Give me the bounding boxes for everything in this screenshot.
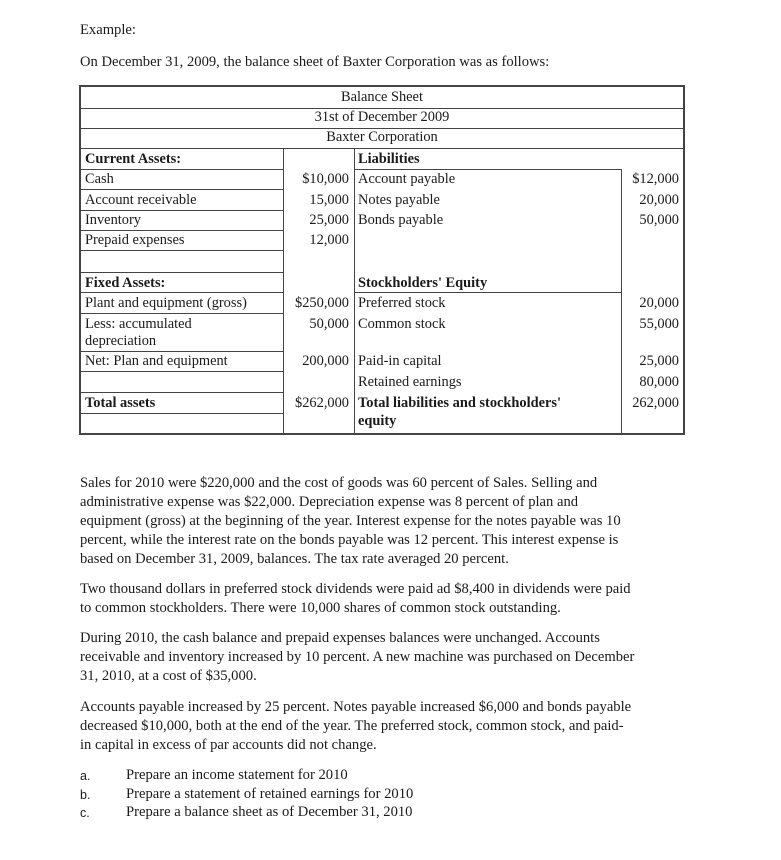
account-payable-label: Account payable [358, 171, 456, 187]
paragraph-line: in capital in excess of par accounts did not change. [80, 737, 377, 753]
receivable-label: Account receivable [85, 192, 197, 208]
paragraph-line: equipment (gross) at the beginning of the year. Interest expense for the notes payable was 10 [80, 513, 621, 529]
task-text: Prepare a statement of retained earnings for 2010 [126, 786, 414, 802]
paid-in-capital-amount: 25,000 [639, 353, 679, 369]
cash-label: Cash [85, 171, 114, 187]
task-text: Prepare an income statement for 2010 [126, 767, 348, 783]
divider [355, 292, 621, 293]
inventory-label: Inventory [85, 212, 141, 228]
task-letter: c. [80, 806, 90, 820]
divider [81, 413, 283, 414]
total-liabilities-label-line1: Total liabilities and stockholders' [358, 395, 561, 411]
accumulated-label-line1: Less: accumulated [85, 316, 192, 332]
net-plant-label: Net: Plan and equipment [85, 353, 228, 369]
fixed-assets-header: Fixed Assets: [85, 275, 166, 291]
paragraph-balances [80, 629, 685, 686]
inventory-amount: 25,000 [309, 212, 349, 228]
divider [81, 250, 283, 251]
paragraph-line: Accounts payable increased by 25 percent. Notes payable increased $6,000 and bonds payable [80, 699, 632, 715]
paragraph-payables [80, 698, 685, 755]
paragraph-dividends [80, 580, 685, 618]
paragraph-line: During 2010, the cash balance and prepaid expenses balances were unchanged. Accounts [80, 630, 600, 646]
accumulated-label-line2: depreciation [85, 333, 157, 349]
table-title: Balance Sheet [341, 89, 423, 105]
bonds-payable-amount: 50,000 [639, 212, 679, 228]
bonds-payable-label: Bonds payable [358, 212, 444, 228]
liabilities-header: Liabilities [358, 151, 420, 167]
divider [81, 292, 283, 293]
divider [81, 148, 684, 149]
paid-in-capital-label: Paid-in capital [358, 353, 442, 369]
plant-label: Plant and equipment (gross) [85, 295, 247, 311]
intro-text: On December 31, 2009, the balance sheet of Baxter Corporation was as follows: [80, 54, 550, 70]
receivable-amount: 15,000 [309, 192, 349, 208]
table-date: 31st of December 2009 [314, 109, 450, 125]
paragraph-line: receivable and inventory increased by 10 percent. A new machine was purchased on December [80, 649, 635, 665]
cash-amount: $10,000 [302, 171, 349, 187]
task-letter: b. [80, 788, 91, 802]
paragraph-line: 31, 2010, at a cost of $35,000. [80, 668, 257, 684]
total-liabilities-amount: 262,000 [632, 395, 679, 411]
divider [81, 313, 283, 314]
total-assets-label: Total assets [85, 395, 156, 411]
stockholders-equity-header: Stockholders' Equity [358, 275, 488, 291]
paragraph-line: Two thousand dollars in preferred stock dividends were paid ad $8,400 in dividends were paid [80, 581, 631, 597]
prepaid-amount: 12,000 [309, 232, 349, 248]
retained-earnings-label: Retained earnings [358, 374, 462, 390]
total-liabilities-label-line2: equity [358, 413, 397, 429]
preferred-stock-label: Preferred stock [358, 295, 446, 311]
common-stock-amount: 55,000 [639, 316, 679, 332]
plant-amount: $250,000 [295, 295, 349, 311]
task-text: Prepare a balance sheet as of December 31, 2010 [126, 804, 413, 820]
paragraph-line: percent, while the interest rate on the bonds payable was 12 percent. This interest expense is [80, 532, 619, 548]
paragraph-line: to common stockholders. There were 10,000 shares of common stock outstanding. [80, 600, 561, 616]
paragraph-line: based on December 31, 2009, balances. The tax rate averaged 20 percent. [80, 551, 509, 567]
paragraph-sales [80, 474, 685, 569]
divider [81, 392, 283, 393]
divider [81, 272, 283, 273]
notes-payable-label: Notes payable [358, 192, 440, 208]
preferred-stock-amount: 20,000 [639, 295, 679, 311]
current-assets-header: Current Assets: [85, 151, 182, 167]
table-company: Baxter Corporation [326, 129, 438, 145]
task-letter: a. [80, 769, 91, 783]
paragraph-line: administrative expense was $22,000. Depreciation expense was 8 percent of plan and [80, 494, 579, 510]
divider [81, 371, 283, 372]
example-heading: Example: [80, 22, 136, 38]
retained-earnings-amount: 80,000 [639, 374, 679, 390]
notes-payable-amount: 20,000 [639, 192, 679, 208]
accumulated-amount: 50,000 [309, 316, 349, 332]
divider [81, 189, 283, 190]
account-payable-amount: $12,000 [632, 171, 679, 187]
total-assets-amount: $262,000 [295, 395, 349, 411]
common-stock-label: Common stock [358, 316, 446, 332]
net-plant-amount: 200,000 [302, 353, 349, 369]
paragraph-line: decreased $10,000, both at the end of the year. The preferred stock, common stock, and paid- [80, 718, 624, 734]
paragraph-line: Sales for 2010 were $220,000 and the cost of goods was 60 percent of Sales. Selling and [80, 475, 598, 491]
prepaid-label: Prepaid expenses [85, 232, 185, 248]
